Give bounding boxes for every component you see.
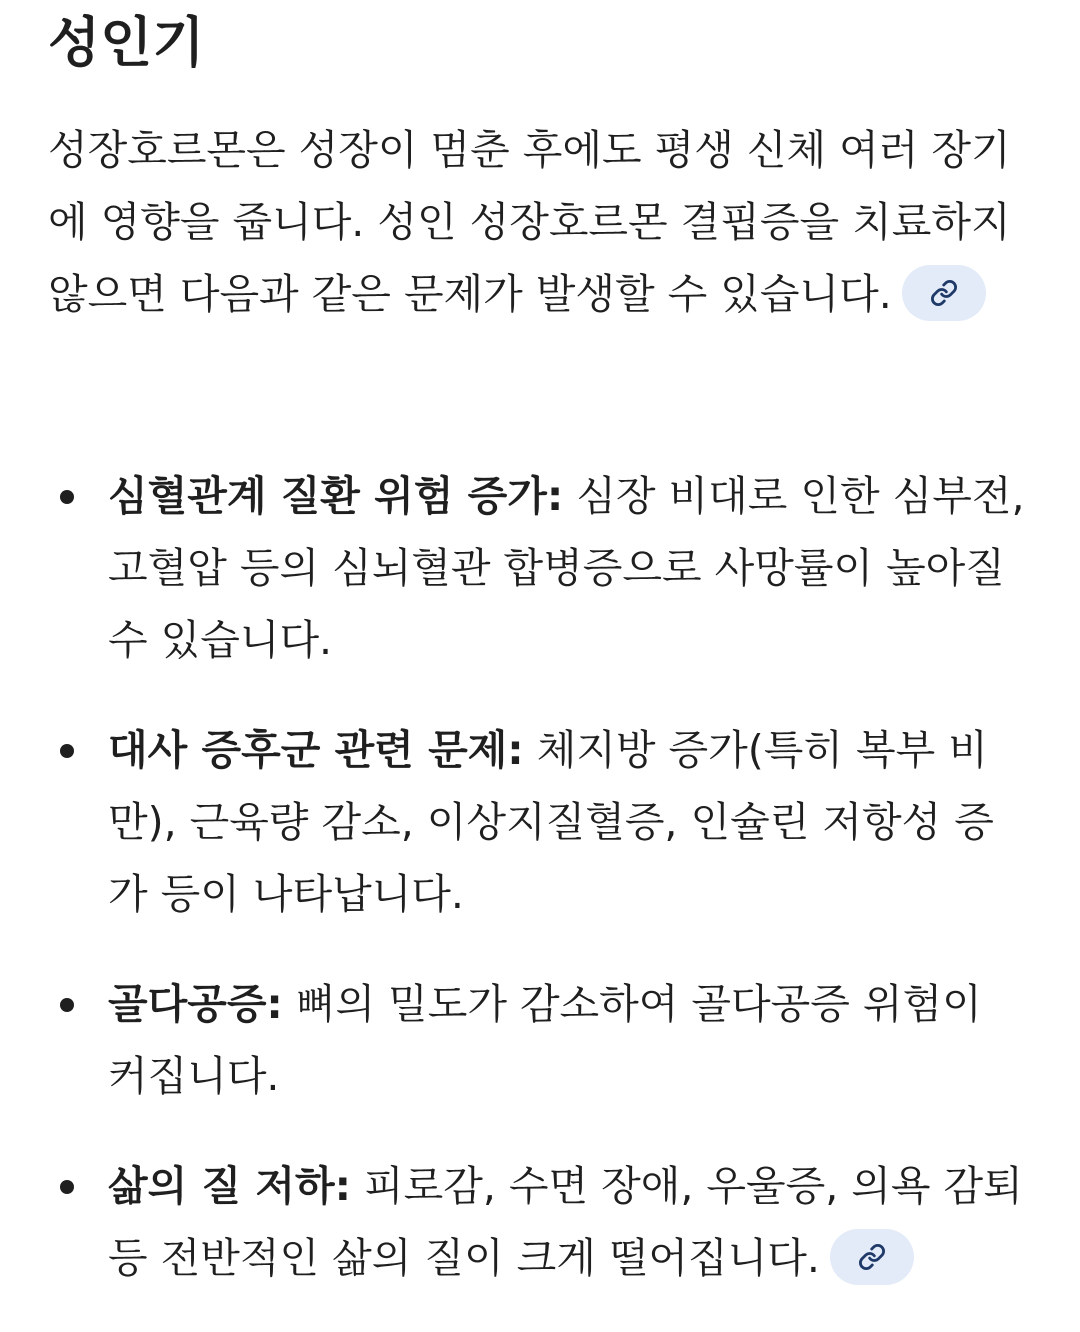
source-link-chip[interactable] (902, 265, 986, 321)
list-item (0, 968, 1028, 1112)
item-text: 심장 비대로 인한 심부전, 고혈압 등의 심뇌혈관 합병증으로 사망률이 높아질 수 있습니다. (108, 472, 1025, 664)
link-icon (930, 279, 958, 307)
item-term: 골다공증: (108, 980, 283, 1028)
item-term: 대사 증후군 관련 문제: (108, 726, 524, 774)
list-item (0, 460, 1028, 676)
list-item (0, 1150, 1028, 1294)
item-term: 삶의 질 저하: (108, 1162, 351, 1210)
link-icon (858, 1243, 886, 1271)
list-item (0, 714, 1028, 930)
bullet-dot (60, 490, 74, 504)
intro-paragraph (48, 114, 1023, 330)
item-text: 뼈의 밀도가 감소하여 골다공증 위험이 커집니다. (108, 980, 982, 1100)
bullet-dot (60, 744, 74, 758)
item-text: 피로감, 수면 장애, 우울증, 의욕 감퇴 등 전반적인 삶의 질이 크게 떨어집니다. (108, 1162, 1023, 1282)
item-text: 체지방 증가(특히 복부 비만), 근육량 감소, 이상지질혈증, 인슐린 저항성 증가 등이 나타납니다. (108, 726, 994, 918)
bullet-dot (60, 1180, 74, 1194)
section-heading: 성인기 (48, 11, 205, 74)
symptom-list (0, 460, 1080, 1332)
bullet-dot (60, 998, 74, 1012)
intro-text: 성장호르몬은 성장이 멈춘 후에도 평생 신체 여러 장기에 영향을 줍니다. 성인 성장호르몬 결핍증을 치료하지 않으면 다음과 같은 문제가 발생할 수 있습니다. (48, 126, 1011, 318)
item-term: 심혈관계 질환 위험 증가: (108, 472, 564, 520)
source-link-chip[interactable] (830, 1229, 914, 1285)
